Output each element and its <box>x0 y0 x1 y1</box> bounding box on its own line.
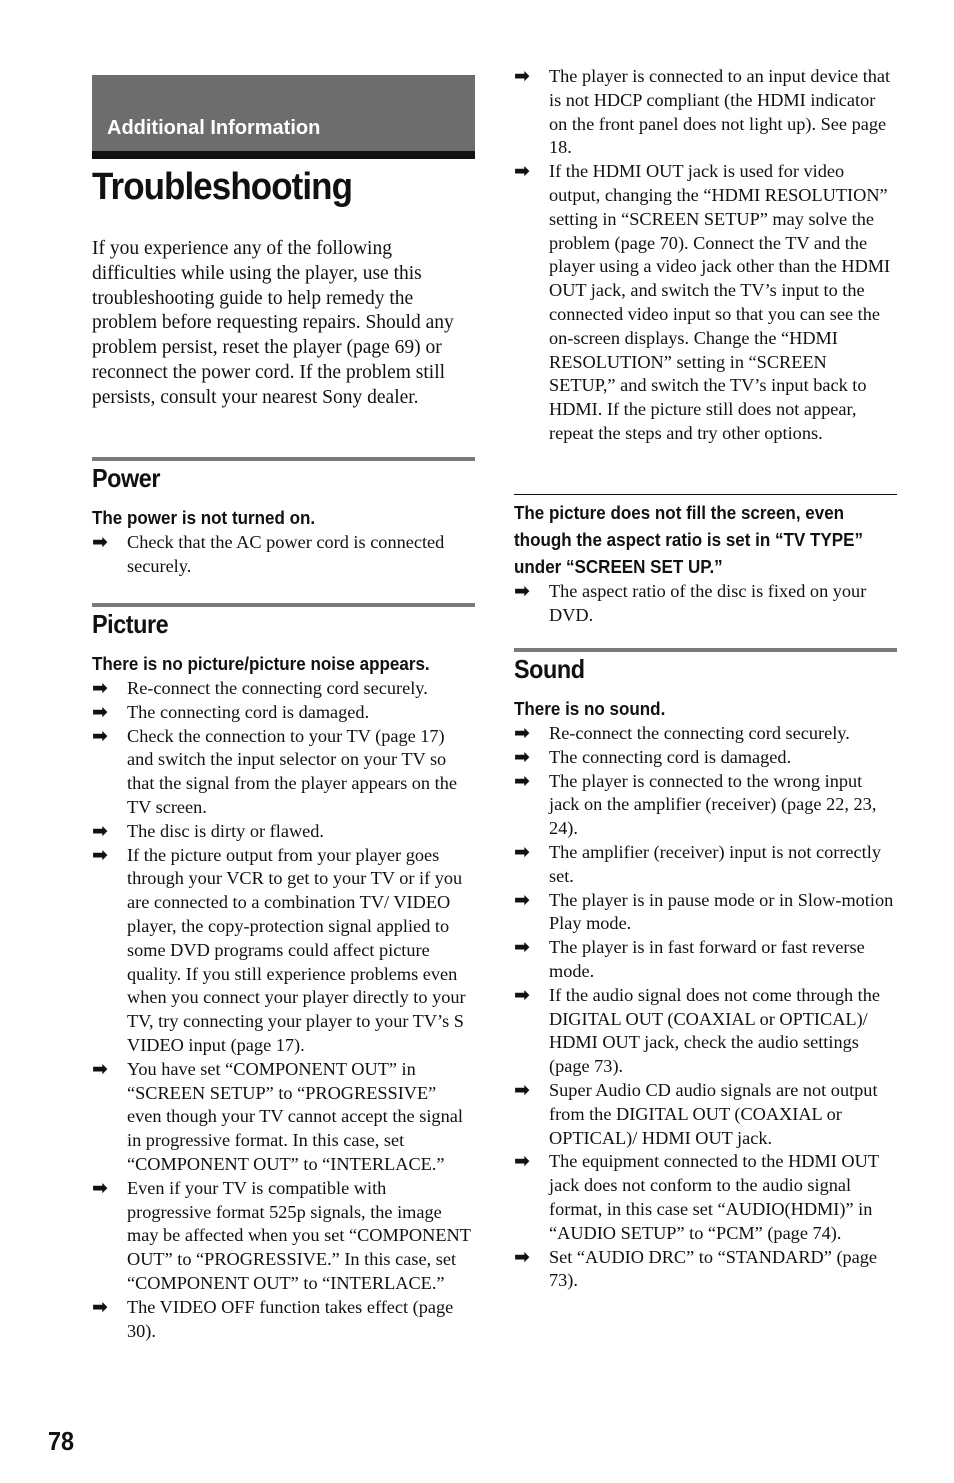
arrow-icon: ➡ <box>514 745 530 768</box>
solution-text: The VIDEO OFF function takes effect (page 30). <box>127 1296 454 1341</box>
symptom-power-not-on: The power is not turned on. <box>92 507 316 528</box>
solution-item <box>514 936 897 984</box>
arrow-icon: ➡ <box>514 840 530 863</box>
solution-item <box>92 677 475 701</box>
power-solutions <box>92 531 475 579</box>
chapter-label: Additional Information <box>107 117 321 139</box>
arrow-icon: ➡ <box>92 1057 108 1080</box>
solution-item <box>514 580 897 628</box>
solution-text: If the HDMI OUT jack is used for video output, changing the “HDMI RESOLUTION” setting in “SCREEN SETUP” may solve the problem (page 70). Connect the TV and the player using a video jack other than the HDMI OUT jack, and switch the TV’s input to the connected video input so that you can see the on-screen displays. Change the “HDMI RESOLUTION” setting in “SCREEN SETUP,” and switch the TV’s input back to HDMI. If the picture still does not appear, repeat the steps and try other options. <box>549 161 891 443</box>
section-title-picture: Picture <box>92 609 169 639</box>
solution-item <box>92 701 475 725</box>
arrow-icon: ➡ <box>514 888 530 911</box>
solution-item <box>514 746 897 770</box>
solution-text: Re-connect the connecting cord securely. <box>127 678 428 698</box>
solution-item <box>514 984 897 1079</box>
solution-text: Check the connection to your TV (page 17) and switch the input selector on your TV so that the signal from the player appears on the TV screen. <box>127 725 457 817</box>
picture-section-continued <box>514 65 897 446</box>
solution-text: Even if your TV is compatible with progressive format 525p signals, the image may be affected when you set “COMPONENT OUT” to “PROGRESSIVE.” In this case, set “COMPONENT OUT” to “INTERLACE.” <box>127 1177 471 1293</box>
symptom-picture-not-fill: The picture does not fill the screen, even though the aspect ratio is set in “TV TYPE” under “SCREEN SET UP.” <box>514 502 863 577</box>
solution-item <box>514 65 897 160</box>
subsection-rule <box>514 494 897 495</box>
symptom-no-picture: There is no picture/picture noise appears. <box>92 653 430 674</box>
arrow-icon: ➡ <box>514 1150 530 1173</box>
solution-item <box>514 841 897 889</box>
arrow-icon: ➡ <box>92 700 108 723</box>
sound-section <box>514 648 897 1293</box>
solution-item <box>514 722 897 746</box>
arrow-icon: ➡ <box>92 531 108 553</box>
solution-item <box>92 820 475 844</box>
solution-text: The disc is dirty or flawed. <box>127 820 324 841</box>
symptom-no-sound: There is no sound. <box>514 698 666 719</box>
solution-text: The connecting cord is damaged. <box>127 701 370 722</box>
solution-item <box>514 1079 897 1150</box>
arrow-icon: ➡ <box>514 1078 530 1101</box>
solution-item <box>92 1296 475 1344</box>
arrow-icon: ➡ <box>92 819 108 842</box>
solution-item <box>92 725 475 820</box>
section-rule <box>92 603 475 607</box>
section-rule <box>92 457 475 461</box>
page-number: 78 <box>48 1426 75 1456</box>
solution-item <box>514 770 897 841</box>
solution-item <box>514 1150 897 1245</box>
solution-item <box>92 844 475 1058</box>
sound-solutions <box>514 722 897 1293</box>
solution-text: You have set “COMPONENT OUT” in “SCREEN SETUP” to “PROGRESSIVE” even though your TV cannot accept the signal in progressive format. In this case, set “COMPONENT OUT” to “INTERLACE.” <box>127 1058 463 1174</box>
solution-text: If the picture output from your player goes through your VCR to get to your TV or if you are connected to a combination TV/ VIDEO player, the copy-protection signal applied to some DVD programs could affect picture quality. If you still experience problems even when you connect your player directly to your TV, try connecting your player to your TV’s S VIDEO input (page 17). <box>127 844 466 1055</box>
arrow-icon: ➡ <box>92 843 108 866</box>
solution-text: The equipment connected to the HDMI OUT jack does not conform to the audio signal format, in this case set “AUDIO(HDMI)” in “AUDIO SETUP” to “PCM” (page 74). <box>549 1151 879 1243</box>
picture-aspect-subsection <box>514 494 897 628</box>
solution-text: The player is connected to an input device that is not HDCP compliant (the HDMI indicator on the front panel does not light up). See page 18. <box>549 66 891 158</box>
arrow-icon: ➡ <box>514 65 530 87</box>
solution-text: Check that the AC power cord is connected securely. <box>127 532 445 576</box>
arrow-icon: ➡ <box>514 1245 530 1268</box>
solution-text: The connecting cord is damaged. <box>549 746 792 767</box>
section-title-power: Power <box>92 463 160 493</box>
arrow-icon: ➡ <box>514 983 530 1006</box>
solution-text: If the audio signal does not come through the DIGITAL OUT (COAXIAL or OPTICAL)/ HDMI OUT jack, check the audio settings (page 73). <box>549 984 881 1077</box>
chapter-banner <box>92 75 475 159</box>
arrow-icon: ➡ <box>514 769 530 792</box>
picture-section <box>92 603 475 1343</box>
arrow-icon: ➡ <box>514 160 530 183</box>
solution-text: Set “AUDIO DRC” to “STANDARD” (page 73). <box>549 1246 878 1291</box>
arrow-icon: ➡ <box>514 580 530 602</box>
solution-item <box>514 889 897 937</box>
arrow-icon: ➡ <box>514 722 530 744</box>
aspect-solutions <box>514 580 897 628</box>
solution-item <box>92 1177 475 1296</box>
solution-text: The player is connected to the wrong input jack on the amplifier (receiver) (page 22, 23, 24). <box>549 770 877 839</box>
intro-paragraph: If you experience any of the following difficulties while using the player, use this troubleshooting guide to help remedy the problem before requesting repairs. Should any problem persist, reset the player (page 69) or reconnect the power cord. If the problem still persists, consult your nearest Sony dealer. <box>92 238 454 408</box>
picture-solutions-left <box>92 677 475 1343</box>
solution-text: The amplifier (receiver) input is not correctly set. <box>549 841 881 886</box>
section-title-sound: Sound <box>514 654 585 684</box>
arrow-icon: ➡ <box>92 677 108 699</box>
arrow-icon: ➡ <box>514 936 530 959</box>
solution-text: Super Audio CD audio signals are not output from the DIGITAL OUT (COAXIAL or OPTICAL)/ HDMI OUT jack. <box>549 1079 878 1148</box>
solution-text: The player is in fast forward or fast reverse mode. <box>549 937 865 981</box>
power-section <box>92 457 475 579</box>
solution-text: The player is in pause mode or in Slow-motion Play mode. <box>549 889 894 934</box>
solution-item <box>92 531 475 579</box>
arrow-icon: ➡ <box>92 1176 108 1199</box>
page-title: Troubleshooting <box>92 166 353 208</box>
solution-item <box>514 1246 897 1294</box>
picture-solutions-right <box>514 65 897 446</box>
solution-item <box>92 1058 475 1177</box>
solution-item <box>514 160 897 446</box>
section-rule <box>514 648 897 652</box>
arrow-icon: ➡ <box>92 1295 108 1318</box>
arrow-icon: ➡ <box>92 724 108 747</box>
solution-text: The aspect ratio of the disc is fixed on your DVD. <box>549 581 867 625</box>
solution-text: Re-connect the connecting cord securely. <box>549 723 850 743</box>
